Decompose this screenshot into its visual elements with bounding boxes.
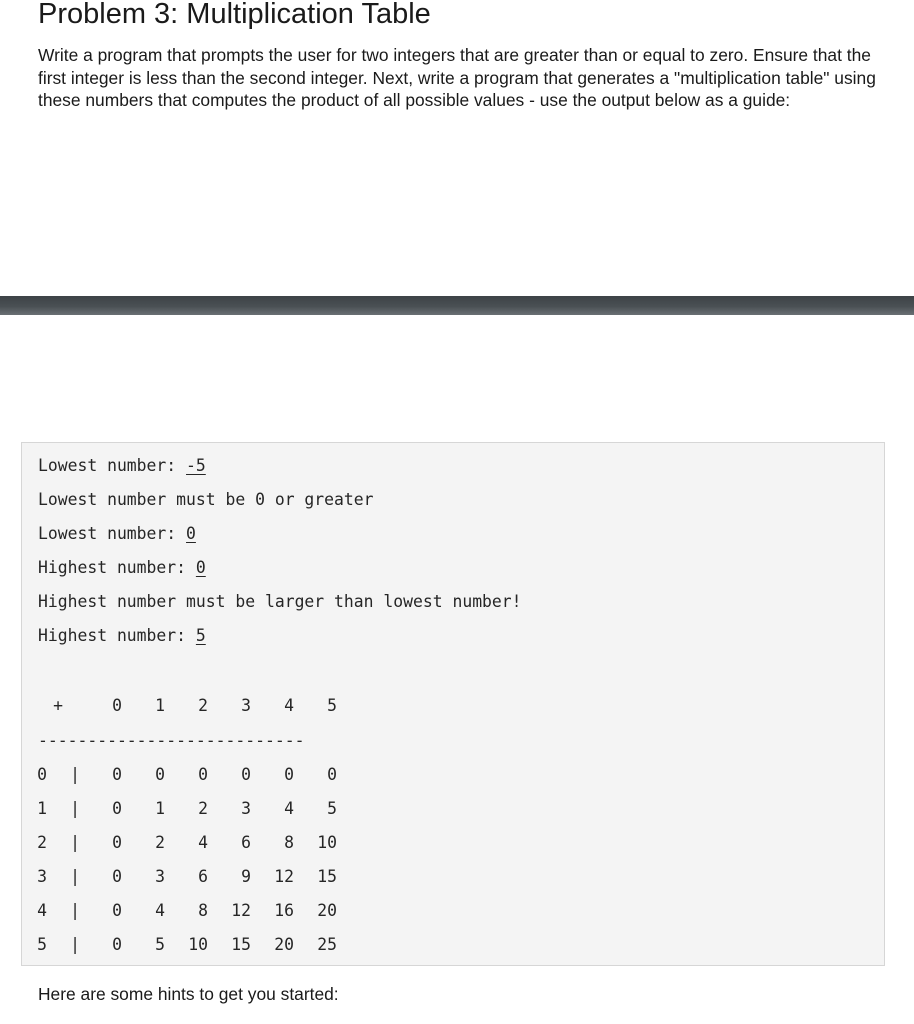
row-divider: | [70, 833, 80, 852]
console-line [38, 456, 206, 476]
row-label: 4 [37, 901, 47, 920]
table-cell: 6 [198, 867, 208, 886]
table-cell: 10 [188, 935, 208, 954]
table-cell: 10 [317, 833, 337, 852]
table-cell: 4 [155, 901, 165, 920]
row-divider: | [70, 901, 80, 920]
console-prompt: Highest number: [38, 558, 196, 577]
table-cell: 0 [112, 799, 122, 818]
console-input-value: 0 [195, 558, 206, 577]
table-cell: 0 [284, 765, 294, 784]
table-cell: 0 [241, 765, 251, 784]
console-prompt: Highest number: [38, 626, 196, 645]
column-header: 5 [327, 696, 337, 715]
column-header: 3 [241, 696, 251, 715]
table-cell: 1 [155, 799, 165, 818]
table-cell: 8 [284, 833, 294, 852]
table-cell: 0 [198, 765, 208, 784]
table-cell: 2 [155, 833, 165, 852]
console-input-value: 5 [195, 626, 206, 645]
row-label: 0 [37, 765, 47, 784]
table-cell: 4 [198, 833, 208, 852]
table-cell: 0 [155, 765, 165, 784]
table-cell: 12 [274, 867, 294, 886]
table-corner-symbol: + [53, 696, 63, 715]
table-cell: 15 [231, 935, 251, 954]
section-divider [0, 296, 914, 315]
table-cell: 25 [317, 935, 337, 954]
row-label: 3 [37, 867, 47, 886]
row-divider: | [70, 867, 80, 886]
row-label: 2 [37, 833, 47, 852]
console-prompt: Lowest number: [38, 456, 187, 475]
table-cell: 8 [198, 901, 208, 920]
page-title: Problem 3: Multiplication Table [38, 0, 431, 30]
console-input-value: 0 [186, 524, 196, 543]
console-line [38, 592, 522, 612]
table-cell: 16 [274, 901, 294, 920]
hints-intro-text: Here are some hints to get you started: [38, 984, 339, 1004]
column-header: 2 [198, 696, 208, 715]
console-message: Lowest number must be 0 or greater [38, 490, 374, 509]
table-cell: 0 [112, 867, 122, 886]
row-label: 5 [37, 935, 47, 954]
table-separator: --------------------------- [38, 731, 305, 750]
table-cell: 2 [198, 799, 208, 818]
table-cell: 5 [155, 935, 165, 954]
table-cell: 9 [241, 867, 251, 886]
table-cell: 0 [112, 765, 122, 784]
column-header: 0 [112, 696, 122, 715]
row-divider: | [70, 799, 80, 818]
console-message: Highest number must be larger than lowest number! [38, 592, 522, 611]
table-cell: 3 [241, 799, 251, 818]
console-line [38, 558, 206, 578]
console-input-value: -5 [186, 456, 206, 475]
table-cell: 0 [112, 935, 122, 954]
table-cell: 4 [284, 799, 294, 818]
console-prompt: Lowest number: [38, 524, 187, 543]
console-line [38, 626, 206, 646]
table-cell: 3 [155, 867, 165, 886]
table-cell: 6 [241, 833, 251, 852]
table-cell: 0 [112, 901, 122, 920]
table-cell: 20 [317, 901, 337, 920]
table-cell: 15 [317, 867, 337, 886]
row-divider: | [70, 935, 80, 954]
row-divider: | [70, 765, 80, 784]
table-cell: 12 [231, 901, 251, 920]
table-cell: 20 [274, 935, 294, 954]
table-cell: 0 [327, 765, 337, 784]
column-header: 4 [284, 696, 294, 715]
table-cell: 5 [327, 799, 337, 818]
row-label: 1 [37, 799, 47, 818]
problem-description: Write a program that prompts the user for two integers that are greater than or equal to zero. Ensure that the first integer is less than the second integer. Next, write a program that generates a "multiplication table" using these numbers that computes the product of all possible values - use the output below as a guide: [38, 45, 876, 110]
console-line [38, 524, 196, 544]
column-header: 1 [155, 696, 165, 715]
console-line [38, 490, 374, 510]
table-cell: 0 [112, 833, 122, 852]
console-output-box [21, 442, 885, 966]
